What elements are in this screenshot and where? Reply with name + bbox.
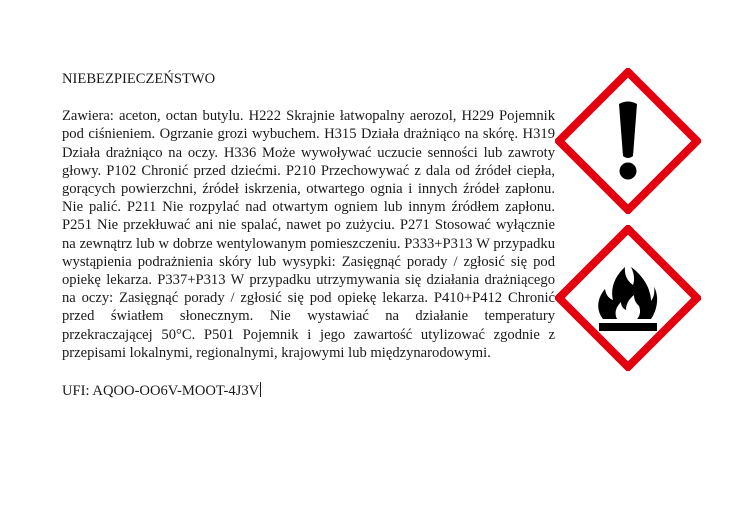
- signal-word: NIEBEZPIECZEŃSTWO: [62, 71, 216, 87]
- hazard-label-text: [62, 70, 555, 400]
- flame-icon: [555, 225, 701, 371]
- flame-pictogram: [555, 225, 701, 371]
- hazard-statements: Zawiera: aceton, octan butylu. H222 Skrajnie łatwopalny aerozol, H229 Pojemnik pod ciśnieniem. Ogrzanie grozi wybuchem. H315 Działa drażniąco na skórę. H319 Działa drażniąco na oczy. H336 Może wywoływać uczucie senności lub zawroty głowy. P102 Chronić przed dziećmi. P210 Przechowywać z dala od źródeł ciepła, gorących powierzchni, źródeł iskrzenia, otwartego ognia i innych źródeł zapłonu. Nie palić. P211 Nie rozpylać nad otwartym ogniem lub innym źródłem zapłonu. P251 Nie przekłuwać ani nie spalać, nawet po zużyciu. P271 Stosować wyłącznie na zewnątrz lub w dobrze wentylowanym pomieszczeniu. P333+P313 W przypadku wystąpienia podrażnienia skóry lub wysypki: Zasięgnąć porady / zgłosić się pod opiekę lekarza. P337+P313 W przypadku utrzymywania się działania drażniącego na oczy: Zasięgnąć porady / zgłosić się pod opiekę lekarza. P410+P412 Chronić przed światłem słonecznym. Nie wystawiać na działanie temperatury przekraczającej 50°C. P501 Pojemnik i jego zawartość utylizować zgodnie z przepisami lokalnymi, regionalnymi, krajowymi lub międzynarodowymi.: [62, 108, 555, 361]
- exclamation-mark-pictogram: [555, 68, 701, 214]
- ufi-line: [62, 382, 555, 400]
- exclamation-mark-icon: [555, 68, 701, 214]
- ufi-code: UFI: AQOO-OO6V-MOOT-4J3V: [62, 383, 260, 400]
- text-cursor: [260, 382, 261, 397]
